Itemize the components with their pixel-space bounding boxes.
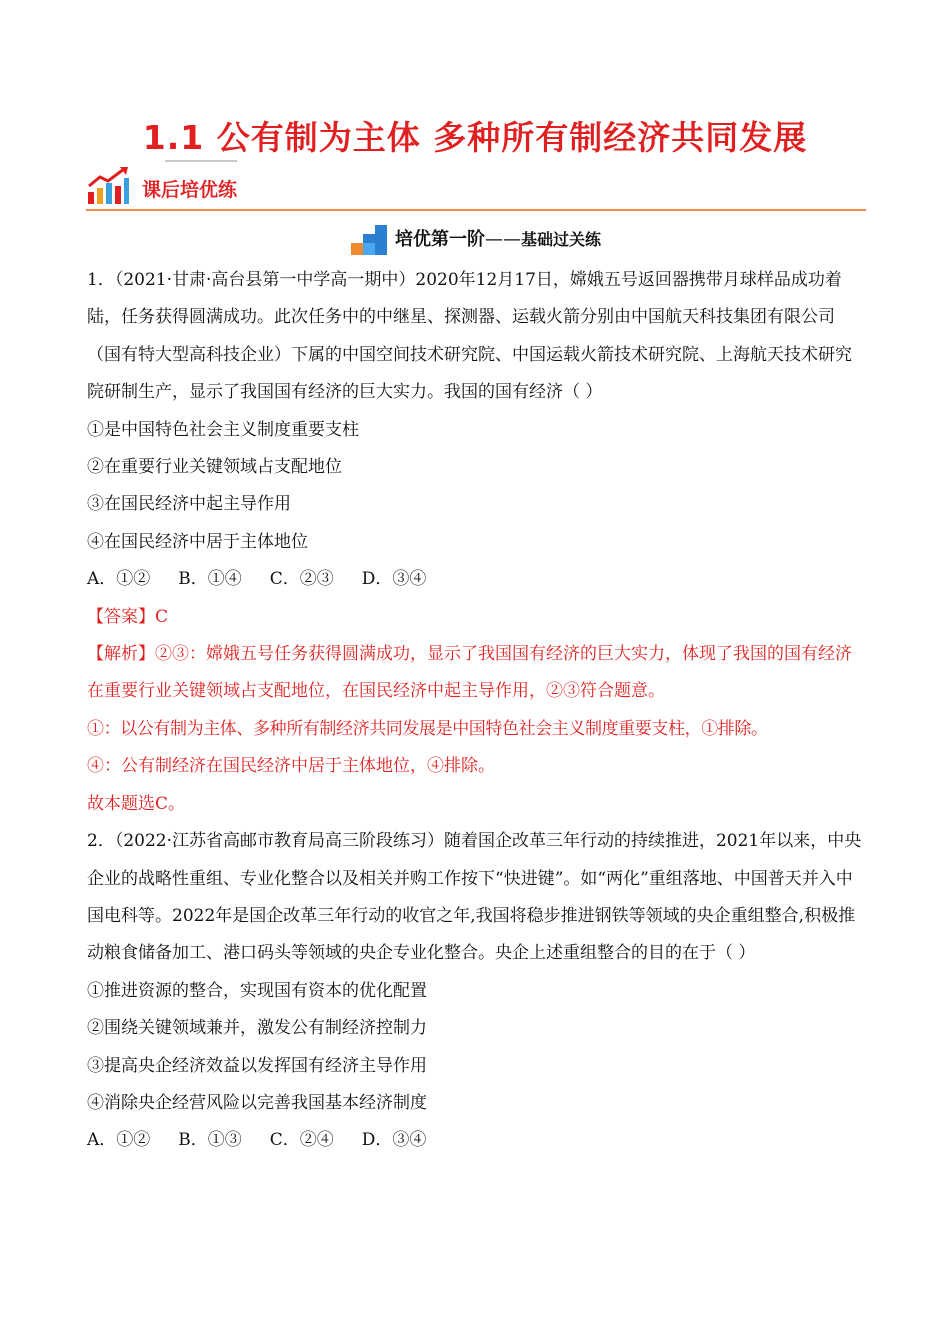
q1-options (87, 561, 867, 598)
q2-item: ③提高央企经济效益以发挥国有经济主导作用 (87, 1055, 427, 1076)
q1-item: ①是中国特色社会主义制度重要支柱 (87, 419, 359, 440)
q1-stem: 1．（2021·甘肃·高台县第一中学高一期中）2020年12月17日，嫦娥五号返回器携带月球样品成功着陆，任务获得圆满成功。此次任务中的中继星、探测器、运载火箭分别由中国航天科技集团有限公司（国有特大型高科技企业）下属的中国空间技术研究院、中国运载火箭技术研究院、上海航天技术研究院研制生产，显示了我国国有经济的巨大实力。我国的国有经济（ ） (87, 270, 852, 403)
section-label: 培优第一阶 (394, 229, 485, 250)
q2-option-d: D．③④ (361, 1130, 427, 1151)
growth-chart-icon (86, 166, 130, 206)
q1-option-b: B．①④ (178, 569, 242, 590)
q2-option-a: A．①② (87, 1130, 151, 1151)
section-heading (0, 220, 950, 260)
banner-label: 课后培优练 (142, 179, 238, 201)
stairs-icon (349, 223, 391, 257)
q1-item: ②在重要行业关键领域占支配地位 (87, 457, 342, 478)
q1-conclusion: 故本题选C。 (87, 793, 186, 814)
q2-options (87, 1122, 867, 1159)
q2-stem: 2．（2022·江苏省高邮市教育局高三阶段练习）随着国企改革三年行动的持续推进，2021年以来，中央企业的战略性重组、专业化整合以及相关并购工作按下“快进键”。如“两化”重组落地、中国普天并入中国电科等。2022年是国企改革三年行动的收官之年,我国将稳步推进钢铁等领域的央企重组整合,积极推动粮食储备加工、港口码头等领域的央企专业化整合。央企上述重组整合的目的在于（ ） (87, 831, 862, 964)
q2-item: ④消除央企经营风险以完善我国基本经济制度 (87, 1092, 427, 1113)
banner-rule (86, 209, 866, 211)
q2-item: ②围绕关键领域兼并，激发公有制经济控制力 (87, 1018, 427, 1039)
q1-answer: 【答案】C (87, 606, 169, 627)
q2-option-c: C．②④ (269, 1130, 334, 1151)
section-dash: —— (484, 229, 521, 250)
title-underline (165, 160, 237, 162)
q1-item: ③在国民经济中起主导作用 (87, 494, 291, 515)
section-banner (86, 166, 866, 210)
q2-option-b: B．①③ (178, 1130, 242, 1151)
q2-item: ①推进资源的整合，实现国有资本的优化配置 (87, 980, 427, 1001)
q1-analysis: 【解析】②③：嫦娥五号任务获得圆满成功，显示了我国国有经济的巨大实力，体现了我国的国有经济在重要行业关键领域占支配地位，在国民经济中起主导作用，②③符合题意。 (87, 644, 852, 702)
q1-analysis: ①：以公有制为主体、多种所有制经济共同发展是中国特色社会主义制度重要支柱，①排除。 (87, 718, 768, 739)
page-title: 1.1 公有制为主体 多种所有制经济共同发展 (142, 118, 808, 157)
q1-item: ④在国民经济中居于主体地位 (87, 531, 308, 552)
q1-option-d: D．③④ (361, 569, 427, 590)
q1-option-c: C．②③ (269, 569, 334, 590)
q1-analysis: ④：公有制经济在国民经济中居于主体地位，④排除。 (87, 756, 495, 777)
content-body (87, 262, 867, 1160)
section-sub: 基础过关练 (520, 230, 601, 249)
q1-option-a: A．①② (87, 569, 151, 590)
